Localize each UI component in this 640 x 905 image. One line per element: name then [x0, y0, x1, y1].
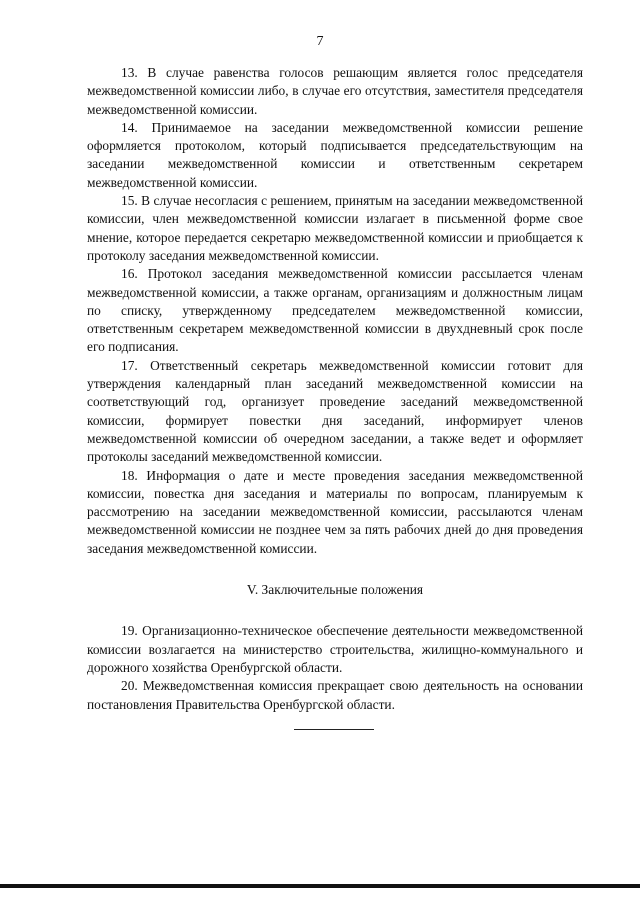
document-body [87, 64, 583, 714]
paragraph-18: 18. Информация о дате и месте проведения заседания межведомственной комиссии, повестка дня заседания и материалы по вопросам, планируемым к рассмотрению на заседании межведомственной комиссии, рассылаются членам межведомственной комиссии не позднее чем за пять рабочих дней до дня проведения заседания межведомственной комиссии. [87, 467, 583, 556]
paragraph-15: 15. В случае несогласия с решением, принятым на заседании межведомственной комиссии, член межведомственной комиссии излагает в письменной форме свое мнение, которое передается секретарю межведомственной комиссии и приобщается к протоколу заседания межведомственной комиссии. [87, 193, 583, 263]
paragraph-14: 14. Принимаемое на заседании межведомственной комиссии решение оформляется протоколом, который подписывается председательствующим на заседании межведомственной комиссии и ответственным секретарем межведомственной комиссии. [87, 119, 583, 190]
paragraph-16: 16. Протокол заседания межведомственной комиссии рассылается членам межведомственной комиссии, а также органам, организациям и должностным лицам по списку, утвержденному председателем межведомственной комиссии, ответственным секретарем межведомственной комиссии в двухдневный срок после его подписания. [87, 266, 583, 355]
paragraph-20: 20. Межведомственная комиссия прекращает свою деятельность на основании постановления Правительства Оренбургской области. [87, 678, 583, 712]
end-rule-divider [294, 729, 374, 730]
paragraph-17: 17. Ответственный секретарь межведомственной комиссии готовит для утверждения календарный план заседаний межведомственной комиссии на соответствующий год, организует проведение заседаний межведомственной комиссии, формирует повестки дня заседаний, информирует членов межведомственной комиссии об очередном заседании, а также ведет и оформляет протоколы заседаний межведомственной комиссии. [87, 357, 583, 465]
page-number: 7 [316, 34, 324, 49]
section-heading: V. Заключительные положения [246, 582, 424, 598]
paragraph-13: 13. В случае равенства голосов решающим является голос председателя межведомственной комиссии либо, в случае его отсутствия, заместителя председателя межведомственной комиссии. [87, 65, 583, 117]
paragraph-19: 19. Организационно-техническое обеспечение деятельности межведомственной комиссии возлагается на министерство строительства, жилищно-коммунального и дорожного хозяйства Оренбургской области. [87, 623, 583, 675]
scan-edge-line [0, 884, 640, 888]
